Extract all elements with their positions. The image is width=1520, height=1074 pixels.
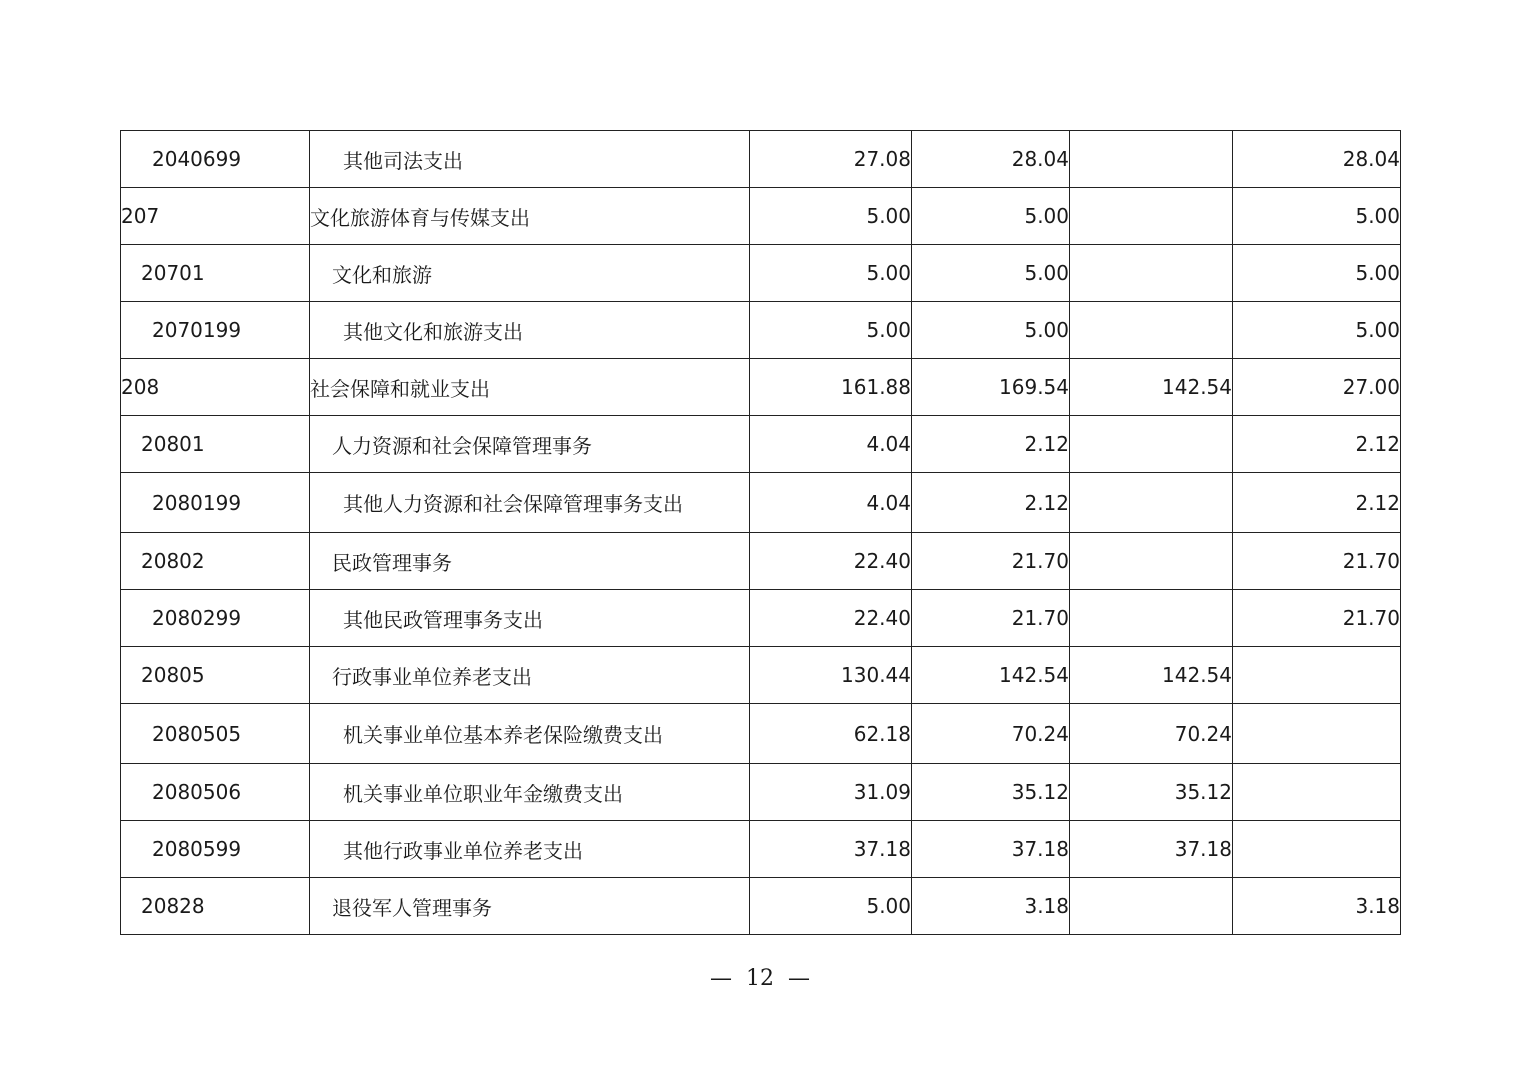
subject-name: 其他司法支出 (310, 131, 750, 188)
amount-col2: 3.18 (912, 878, 1070, 935)
amount-col1: 5.00 (750, 188, 912, 245)
amount-col4: 28.04 (1233, 131, 1401, 188)
amount-col4: 3.18 (1233, 878, 1401, 935)
amount-col1: 5.00 (750, 245, 912, 302)
amount-col3 (1070, 416, 1233, 473)
amount-col4: 2.12 (1233, 473, 1401, 533)
subject-code: 20801 (121, 416, 310, 473)
subject-name: 民政管理事务 (310, 533, 750, 590)
amount-col4 (1233, 821, 1401, 878)
table-row (121, 473, 1401, 533)
table-row (121, 533, 1401, 590)
table-row (121, 647, 1401, 704)
subject-code: 208 (121, 359, 310, 416)
amount-col2: 5.00 (912, 188, 1070, 245)
amount-col2: 2.12 (912, 473, 1070, 533)
page-number-dash-left: — (710, 966, 732, 991)
amount-col1: 130.44 (750, 647, 912, 704)
amount-col1: 4.04 (750, 473, 912, 533)
amount-col4: 21.70 (1233, 590, 1401, 647)
amount-col1: 62.18 (750, 704, 912, 764)
amount-col2: 21.70 (912, 590, 1070, 647)
amount-col3 (1070, 473, 1233, 533)
amount-col3 (1070, 878, 1233, 935)
subject-name: 其他文化和旅游支出 (310, 302, 750, 359)
subject-code: 2080199 (121, 473, 310, 533)
amount-col3 (1070, 188, 1233, 245)
amount-col4: 5.00 (1233, 302, 1401, 359)
subject-code: 2080505 (121, 704, 310, 764)
amount-col3 (1070, 302, 1233, 359)
subject-code: 20802 (121, 533, 310, 590)
amount-col1: 22.40 (750, 590, 912, 647)
subject-name: 机关事业单位基本养老保险缴费支出 (310, 704, 750, 764)
budget-table-body (121, 131, 1401, 935)
subject-name: 文化旅游体育与传媒支出 (310, 188, 750, 245)
amount-col1: 4.04 (750, 416, 912, 473)
amount-col4: 5.00 (1233, 188, 1401, 245)
subject-name: 行政事业单位养老支出 (310, 647, 750, 704)
subject-name: 其他人力资源和社会保障管理事务支出 (310, 473, 750, 533)
table-row (121, 359, 1401, 416)
amount-col4: 27.00 (1233, 359, 1401, 416)
table-row (121, 590, 1401, 647)
amount-col3 (1070, 245, 1233, 302)
amount-col2: 5.00 (912, 302, 1070, 359)
subject-code: 20828 (121, 878, 310, 935)
table-row (121, 878, 1401, 935)
subject-code: 2040699 (121, 131, 310, 188)
table-row (121, 704, 1401, 764)
subject-name: 人力资源和社会保障管理事务 (310, 416, 750, 473)
amount-col3: 37.18 (1070, 821, 1233, 878)
table-row (121, 245, 1401, 302)
amount-col3: 142.54 (1070, 359, 1233, 416)
amount-col4 (1233, 704, 1401, 764)
page-footer (0, 966, 1520, 991)
amount-col4: 21.70 (1233, 533, 1401, 590)
amount-col2: 35.12 (912, 764, 1070, 821)
table-row (121, 131, 1401, 188)
subject-name: 文化和旅游 (310, 245, 750, 302)
amount-col1: 27.08 (750, 131, 912, 188)
amount-col1: 5.00 (750, 878, 912, 935)
subject-name: 其他民政管理事务支出 (310, 590, 750, 647)
subject-code: 2080506 (121, 764, 310, 821)
amount-col1: 22.40 (750, 533, 912, 590)
amount-col3: 70.24 (1070, 704, 1233, 764)
amount-col2: 28.04 (912, 131, 1070, 188)
amount-col4 (1233, 764, 1401, 821)
amount-col4: 5.00 (1233, 245, 1401, 302)
subject-name: 其他行政事业单位养老支出 (310, 821, 750, 878)
amount-col3 (1070, 131, 1233, 188)
subject-code: 2080599 (121, 821, 310, 878)
amount-col2: 2.12 (912, 416, 1070, 473)
table-row (121, 188, 1401, 245)
amount-col1: 37.18 (750, 821, 912, 878)
amount-col2: 142.54 (912, 647, 1070, 704)
amount-col3: 35.12 (1070, 764, 1233, 821)
subject-code: 207 (121, 188, 310, 245)
subject-code: 2080299 (121, 590, 310, 647)
amount-col2: 37.18 (912, 821, 1070, 878)
subject-name: 机关事业单位职业年金缴费支出 (310, 764, 750, 821)
subject-name: 退役军人管理事务 (310, 878, 750, 935)
subject-code: 20701 (121, 245, 310, 302)
table-row (121, 302, 1401, 359)
amount-col2: 169.54 (912, 359, 1070, 416)
subject-name: 社会保障和就业支出 (310, 359, 750, 416)
amount-col2: 70.24 (912, 704, 1070, 764)
amount-col1: 161.88 (750, 359, 912, 416)
table-row (121, 821, 1401, 878)
subject-code: 2070199 (121, 302, 310, 359)
amount-col3 (1070, 533, 1233, 590)
amount-col3 (1070, 590, 1233, 647)
amount-col3: 142.54 (1070, 647, 1233, 704)
amount-col4 (1233, 647, 1401, 704)
amount-col1: 5.00 (750, 302, 912, 359)
amount-col2: 5.00 (912, 245, 1070, 302)
page-number-dash-right: — (788, 966, 810, 991)
page-number: 12 (746, 966, 774, 991)
table-row (121, 416, 1401, 473)
amount-col4: 2.12 (1233, 416, 1401, 473)
table-row (121, 764, 1401, 821)
amount-col2: 21.70 (912, 533, 1070, 590)
amount-col1: 31.09 (750, 764, 912, 821)
budget-table (120, 130, 1401, 935)
subject-code: 20805 (121, 647, 310, 704)
